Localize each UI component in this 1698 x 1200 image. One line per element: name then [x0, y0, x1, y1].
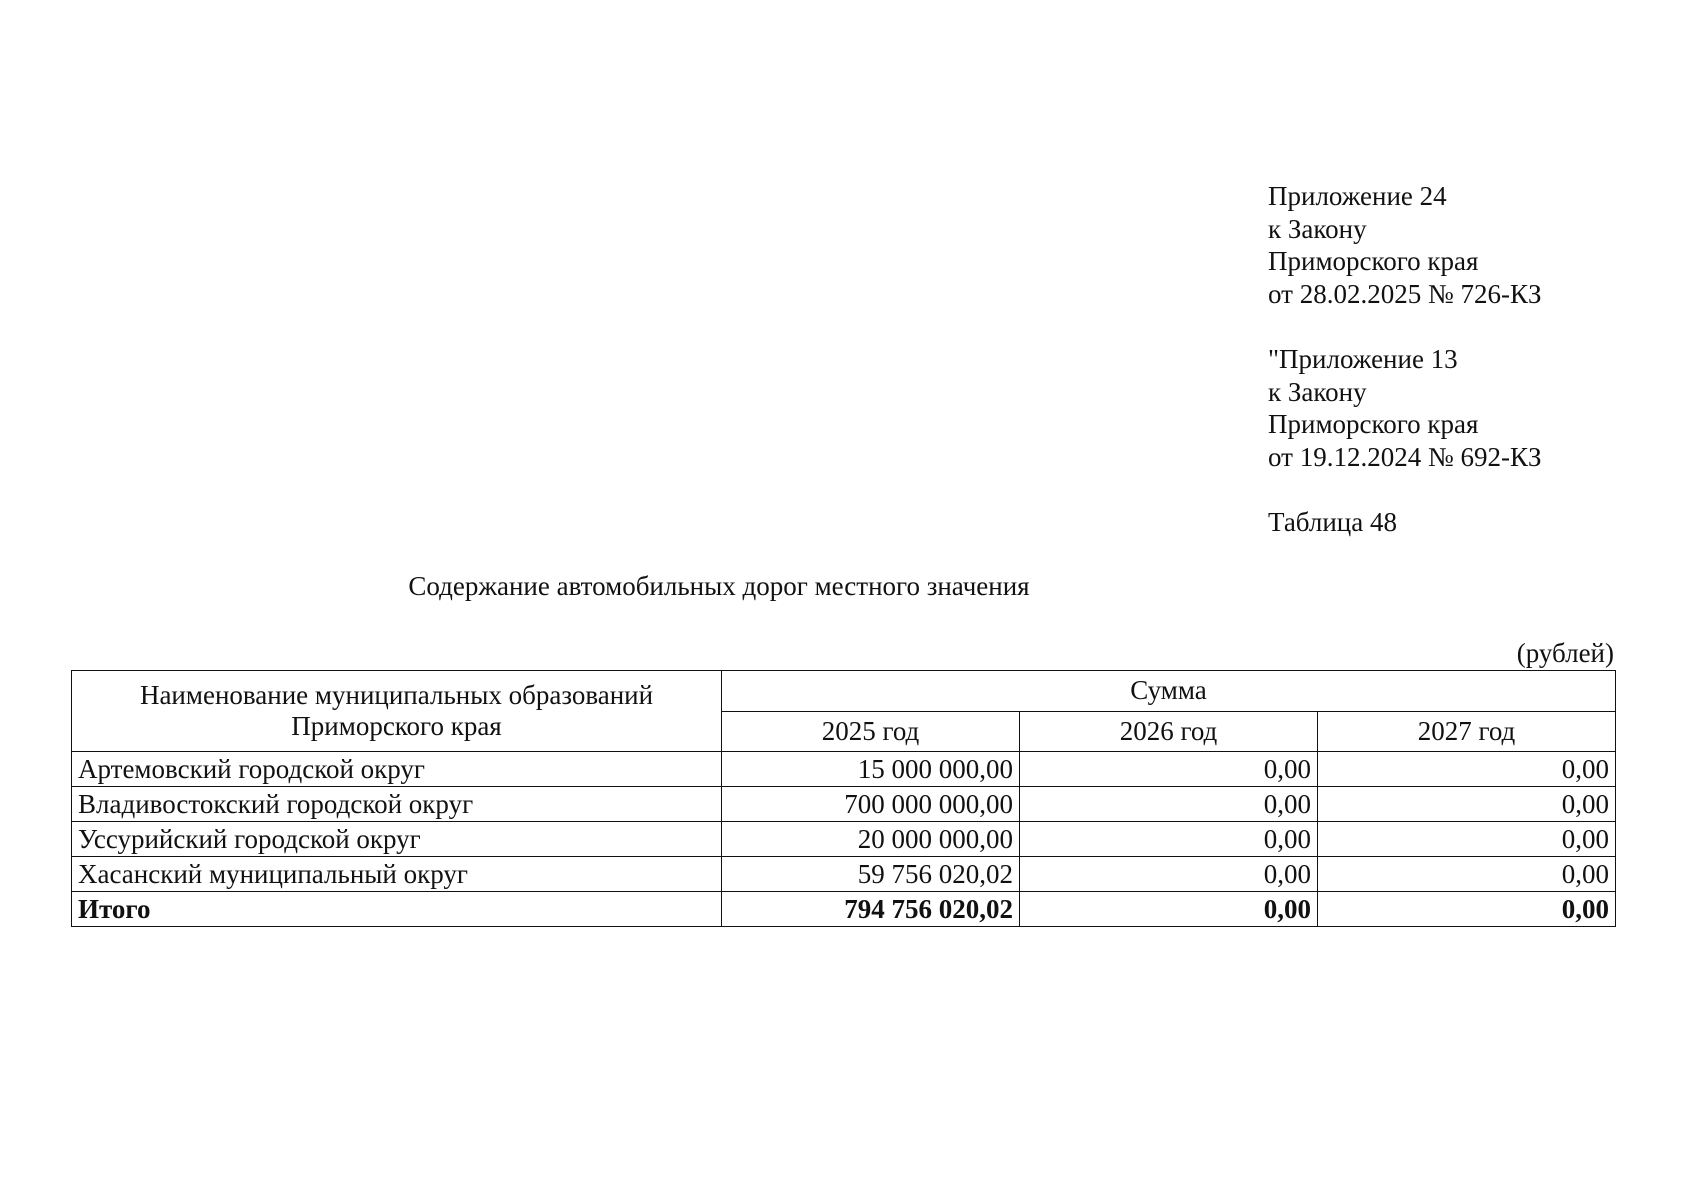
- total-label: Итого: [72, 892, 722, 927]
- cell-2026: 0,00: [1020, 787, 1318, 822]
- cell-name: Владивостокский городской округ: [72, 787, 722, 822]
- annex-header: [1268, 180, 1541, 473]
- annex-line: к Закону: [1268, 376, 1367, 407]
- annex-spacer: [1268, 310, 1541, 343]
- cell-2027: 0,00: [1318, 752, 1616, 787]
- cell-2027: 0,00: [1318, 822, 1616, 857]
- total-2027: 0,00: [1318, 892, 1616, 927]
- header-year-2025: 2025 год: [722, 711, 1020, 752]
- table-row: [72, 787, 1616, 822]
- cell-2025: 700 000 000,00: [722, 787, 1020, 822]
- budget-table: [71, 670, 1616, 927]
- header-year-2026: 2026 год: [1020, 711, 1318, 752]
- cell-name: Уссурийский городской округ: [72, 822, 722, 857]
- annex-line: Приморского края: [1268, 246, 1479, 276]
- annex-line: "Приложение 13: [1268, 344, 1458, 374]
- units-label: (рублей): [1516, 638, 1614, 668]
- cell-2027: 0,00: [1318, 787, 1616, 822]
- annex-line: от 19.12.2024 № 692-КЗ: [1268, 441, 1542, 472]
- table-number: Таблица 48: [1268, 507, 1397, 537]
- cell-name: Хасанский муниципальный округ: [72, 857, 722, 892]
- annex-line: к Закону: [1268, 213, 1367, 244]
- table-row: [72, 822, 1616, 857]
- annex-line: Приложение 24: [1268, 181, 1447, 211]
- cell-2026: 0,00: [1020, 822, 1318, 857]
- cell-name: Артемовский городской округ: [72, 752, 722, 787]
- header-year-2027: 2027 год: [1318, 711, 1616, 752]
- cell-2025: 59 756 020,02: [722, 857, 1020, 892]
- cell-2025: 20 000 000,00: [722, 822, 1020, 857]
- total-row: [72, 892, 1616, 927]
- header-municipality: Наименование муниципальных образований Приморского края: [72, 671, 722, 752]
- cell-2026: 0,00: [1020, 857, 1318, 892]
- table-row: [72, 857, 1616, 892]
- document-title-wrap: [0, 570, 1698, 602]
- cell-2026: 0,00: [1020, 752, 1318, 787]
- header-sum: Сумма: [722, 671, 1616, 712]
- document-title: Содержание автомобильных дорог местного значения: [408, 571, 1030, 601]
- cell-2025: 15 000 000,00: [722, 752, 1020, 787]
- cell-2027: 0,00: [1318, 857, 1616, 892]
- annex-line: от 28.02.2025 № 726-КЗ: [1268, 278, 1542, 309]
- annex-line: Приморского края: [1268, 409, 1479, 439]
- table-row: [72, 752, 1616, 787]
- total-2025: 794 756 020,02: [722, 892, 1020, 927]
- total-2026: 0,00: [1020, 892, 1318, 927]
